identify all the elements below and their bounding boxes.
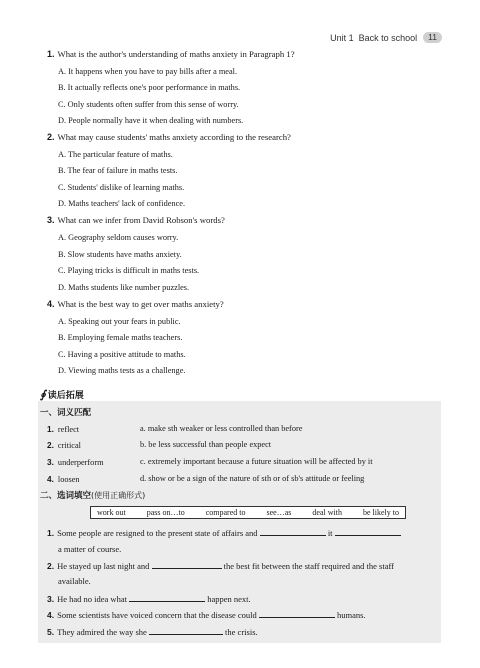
match-word-4: 4. loosen [47, 474, 80, 484]
sentence-1-cont: a matter of course. [58, 544, 122, 554]
word-bank-item: be likely to [362, 508, 399, 517]
part-2-title: 二、选词填空(使用正确形式) [40, 491, 146, 501]
option[interactable]: C. Only students often suffer from this sense of worry. [58, 100, 239, 109]
page-number-badge: 11 [423, 32, 442, 43]
match-word-2: 2. critical [47, 440, 81, 450]
option[interactable]: A. Speaking out your fears in public. [58, 317, 181, 326]
answer-blank[interactable] [152, 560, 222, 569]
answer-blank[interactable] [149, 626, 223, 635]
part-1-title: 一、词义匹配 [40, 408, 92, 418]
section-heading [40, 388, 84, 401]
question-text: What may cause students' maths anxiety according to the research? [57, 132, 291, 142]
sentence-4: 4. Some scientists have voiced concern that the disease could humans. [47, 610, 366, 620]
option[interactable]: C. Playing tricks is difficult in maths tests. [58, 266, 200, 275]
question-1 [47, 49, 295, 59]
match-word-3: 3. underperform [47, 457, 104, 467]
question-text: What can we infer from David Robson's words? [57, 215, 225, 225]
question-text: What is the author's understanding of maths anxiety in Paragraph 1? [57, 49, 295, 59]
option[interactable]: D. People normally have it when dealing with numbers. [58, 116, 244, 125]
question-text: What is the best way to get over maths anxiety? [57, 299, 224, 309]
option[interactable]: B. Slow students have maths anxiety. [58, 250, 182, 259]
running-header [330, 32, 442, 43]
question-number: 1. [47, 49, 55, 59]
question-number: 2. [47, 132, 55, 142]
sentence-2-cont: available. [58, 576, 91, 586]
word-bank-item: deal with [312, 508, 342, 517]
exercise-panel [38, 401, 441, 643]
option[interactable]: C. Students' dislike of learning maths. [58, 183, 185, 192]
option[interactable]: A. It happens when you have to pay bills after a meal. [58, 67, 238, 76]
section-title: 读后拓展 [47, 391, 84, 401]
option[interactable]: D. Maths teachers' lack of confidence. [58, 199, 186, 208]
option[interactable]: B. Employing female maths teachers. [58, 333, 183, 342]
match-def-a: a. make sth weaker or less controlled than before [140, 424, 303, 433]
match-def-c: c. extremely important because a future situation will be affected by it [140, 457, 373, 466]
option[interactable]: D. Maths students like number puzzles. [58, 283, 190, 292]
word-bank [90, 506, 406, 519]
option[interactable]: B. It actually reflects one's poor performance in maths. [58, 83, 241, 92]
sentence-3: 3. He had no idea what happen next. [47, 594, 251, 604]
unit-label: Unit 1 [330, 32, 354, 43]
option[interactable]: D. Viewing maths tests as a challenge. [58, 366, 186, 375]
match-word-1: 1. reflect [47, 424, 80, 434]
answer-blank[interactable] [129, 593, 205, 602]
sentence-5: 5. They admired the way she the crisis. [47, 627, 258, 637]
word-bank-item: work out [97, 508, 126, 517]
option[interactable]: B. The fear of failure in maths tests. [58, 166, 178, 175]
match-def-b: b. be less successful than people expect [140, 440, 272, 449]
sentence-1: 1. Some people are resigned to the present state of affairs and it [47, 527, 401, 538]
option[interactable]: A. Geography seldom causes worry. [58, 233, 179, 242]
option[interactable]: A. The particular feature of maths. [58, 150, 173, 159]
word-bank-item: pass on…to [146, 508, 185, 517]
word-bank-item: compared to [205, 508, 246, 517]
answer-blank[interactable] [260, 527, 326, 536]
section-mark-icon: ∮ [40, 388, 46, 401]
answer-blank[interactable] [259, 609, 335, 618]
part-2-note: (使用正确形式) [91, 491, 146, 500]
option[interactable]: C. Having a positive attitude to maths. [58, 350, 186, 359]
question-3 [47, 215, 225, 225]
question-4 [47, 299, 224, 309]
match-def-d: d. show or be a sign of the nature of sth or of sb's attitude or feeling [140, 474, 365, 483]
word-bank-item: see…as [266, 508, 292, 517]
question-2 [47, 132, 291, 142]
unit-title: Back to school [358, 32, 418, 43]
question-number: 3. [47, 215, 55, 225]
answer-blank[interactable] [335, 527, 401, 536]
question-number: 4. [47, 299, 55, 309]
sentence-2: 2. He stayed up last night and the best fit between the staff required and the staff [47, 561, 394, 571]
